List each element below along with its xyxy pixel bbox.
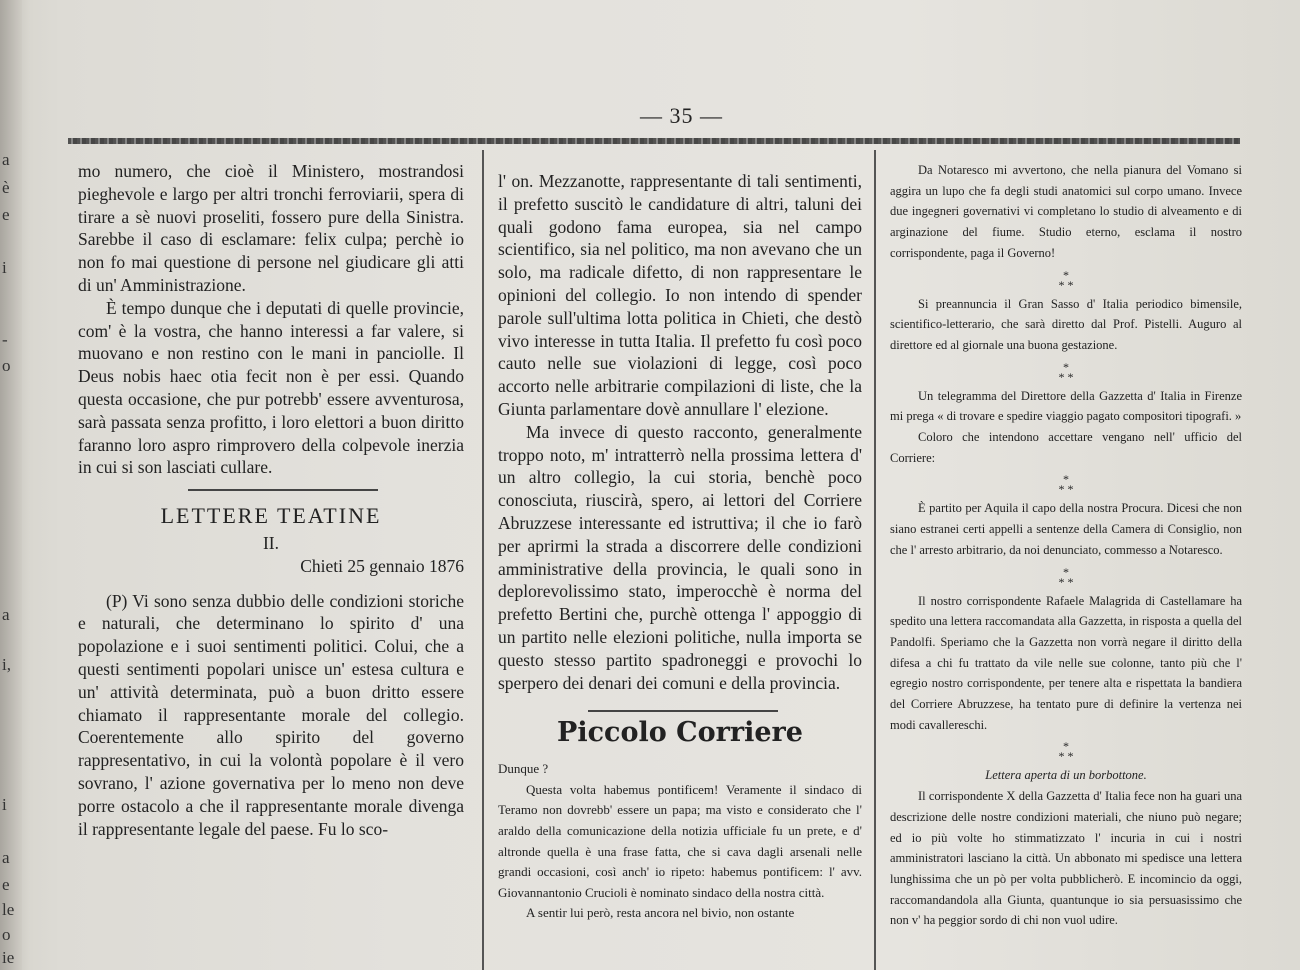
- margin-letter: è: [2, 178, 10, 197]
- news-item: Un telegramma del Direttore della Gazzetta d' Italia in Firenze mi prega « di trovare e spedire viaggio pagato compositori tipografi. »: [890, 388, 1242, 424]
- margin-letter: a: [2, 605, 10, 624]
- article-heading: LETTERE TEATINE: [160, 503, 382, 529]
- adjacent-page-edge: [0, 0, 22, 970]
- margin-letter: e: [2, 205, 10, 224]
- section-divider: [588, 710, 778, 712]
- column-1: [78, 160, 464, 840]
- asterism: * * *: [1058, 267, 1074, 292]
- margin-letter: o: [2, 925, 11, 944]
- news-item: Coloro che intendono accettare vengano nell' ufficio del Corriere:: [890, 430, 1242, 465]
- paragraph: l' on. Mezzanotte, rappresentante di tali sentimenti, il prefetto suscitò le candidature di altri, taluni dei quali godono fama europea, sia nel campo scientifico, sia nel politico, ma non avevano che un solo, ma radicale difetto, di non rappresentare le opinioni del collegio. Io non intendo di spender parole sull'ultima lotta politica in Chieti, che destò vivo interesse in tutta Italia. Il prefetto fu così poco cauto nelle sue violazioni di legge, così poco accorto nelle arbitrarie compilazioni di liste, che la Giunta parlamentare dovè annullare l' elezione.: [498, 171, 862, 419]
- news-item: Il nostro corrispondente Rafaele Malagrida di Castellamare ha spedito una lettera raccomandata alla Gazzetta, in risposta a quella del Pandolfi. Speriamo che la Gazzetta non vorrà negare il diritto della difesa a chi fu trattato da vile nelle sue colonne, tanto più che l' egregio nostro corrispondente, per tenere alta e rispettata la bandiera del Corriere Abruzzese, ha tentato pure di definire la vertenza nei modi cavallereschi.: [890, 593, 1242, 732]
- margin-letter: i,: [2, 655, 11, 674]
- asterism: * * *: [1058, 472, 1074, 497]
- article-number: II.: [262, 532, 280, 553]
- header-rule: [68, 138, 1240, 144]
- asterism: * * *: [1058, 564, 1074, 589]
- dateline: Chieti 25 gennaio 1876: [300, 555, 464, 576]
- section-divider: [188, 489, 378, 491]
- margin-letter: i: [2, 795, 7, 814]
- margin-letter: o: [2, 356, 11, 375]
- column-divider: [482, 150, 484, 970]
- paragraph: Questa volta habemus pontificem! Veramente il sindaco di Teramo non dovrebb' essere un papa; ma visto e considerato che l' araldo della comunicazione della notizia ufficiale fu un prete, e d' altronde quella è una frase fatta, che si cava dagli arsenali nelle grandi occasioni, così anch' io ripeto: habemus pontificem: l' avv. Giovannantonio Crucioli è nominato sindaco della nostra città.: [498, 781, 862, 900]
- news-item: È partito per Aquila il capo della nostra Procura. Dicesi che non siano estranei certi appelli a sentenze della Camera di Consiglio, non che l' arresto arbitrario, da noi denunciato, commesso a Notaresco.: [890, 501, 1242, 557]
- margin-letter: ie: [2, 948, 15, 967]
- page-number: — 35 —: [640, 103, 723, 128]
- column-2: [498, 170, 862, 924]
- paragraph: A sentir lui però, resta ancora nel bivio, non ostante: [526, 905, 795, 921]
- margin-letter: -: [2, 330, 8, 349]
- margin-letter: a: [2, 848, 10, 867]
- asterism: * * *: [1058, 739, 1074, 764]
- margin-letter: a: [2, 150, 10, 169]
- news-item: Da Notaresco mi avvertono, che nella pianura del Vomano si aggira un lupo che fa degli studi anatomici sul corpo umano. Invece due ingegneri governativi vi completano lo studio di alveamento e di arginazione del fiume. Studio eterno, esclama il nostro corrispondente, paga il Governo!: [890, 163, 1242, 260]
- section-title: Piccolo Corriere: [557, 717, 803, 749]
- paragraph: È tempo dunque che i deputati di quelle provincie, com' è la vostra, che hanno interessi a far valere, si muovano e non restino con le mani in panciolle. Il Deus nobis haec otia fecit non è per essi. Quando questa occasione, che pur potrebb' essere avventurosa, sarà passata senza profitto, i loro elettori a buon diritto faranno loro aspro rimprovero della colpevole inerzia in cui si son lasciati cullare.: [78, 297, 464, 478]
- margin-letter: le: [2, 900, 15, 919]
- paragraph: Ma invece di questo racconto, generalmente troppo noto, m' intratterrò nella prossima lettera d' un altro collegio, la cui storia, benchè poco conosciuta, riuscirà, spero, ai lettori del Corriere Abruzzese interessante ed istruttiva; il che io farò per aprirmi la strada a discorrere delle condizioni amministrative della provincia, le quali sono in deplorevolissimo stato, imperocchè è norma del prefetto Bertini che, purchè ottenga l' appoggio di un partito nelle elezioni politiche, nulla importa se questo stesso partito spadroneggi e provochi lo sperpero dei denari dei comuni e della provincia.: [498, 421, 862, 693]
- item-title: Lettera aperta di un borbottone.: [985, 768, 1147, 783]
- subheading: Dunque ?: [498, 761, 549, 777]
- column-3: [890, 160, 1242, 931]
- paragraph: (P) Vi sono senza dubbio delle condizioni storiche e naturali, che determinano lo spirito d' una popolazione e i suoi sentimenti politici. Colui, che a questi sentimenti popolari unisce un' estesa cultura e un' attività determinata, può a buon dritto essere chiamato il rappresentante morale del collegio. Coerentemente allo spirito del governo rappresentativo, in cui la volontà popolare è il vero sovrano, l' azione governativa per lo meno non deve porre ostacolo a che il rappresentante morale divenga il rappresentante legale del paese. Fu lo sco-: [78, 590, 464, 839]
- margin-letter: i: [2, 258, 7, 277]
- news-item: Il corrispondente X della Gazzetta d' Italia fece non ha guari una descrizione delle nostre condizioni materiali, che niuno può negare; ed io più volte ho stimmatizzato l' incuria in cui i nostri amministratori lasciano la città. Un abbonato mi spedisce una lettera lunghissima che un pò per volta pubblicherò. E incomincio da oggi, raccomandandola alla Giunta, quantunque io sia persuasissimo che non v' ha peggior sordo di chi non vuol udire.: [890, 789, 1242, 928]
- margin-letter: e: [2, 875, 10, 894]
- column-divider: [874, 150, 876, 970]
- news-item: Si preannuncia il Gran Sasso d' Italia periodico bimensile, scientifico-letterario, che sarà diretto dal Prof. Pistelli. Auguro al direttore ed al giornale una buona gestazione.: [890, 296, 1242, 352]
- paragraph: mo numero, che cioè il Ministero, mostrandosi pieghevole e largo per altri tronchi ferroviarii, spera di tirare a sè nuovi proseliti, fossero pure della Sinistra. Sarebbe il caso di esclamare: felix culpa; perchè io non fo mai questione di persone nel giudicare gli atti di un' Amministrazione.: [78, 161, 464, 295]
- asterism: * * *: [1058, 359, 1074, 384]
